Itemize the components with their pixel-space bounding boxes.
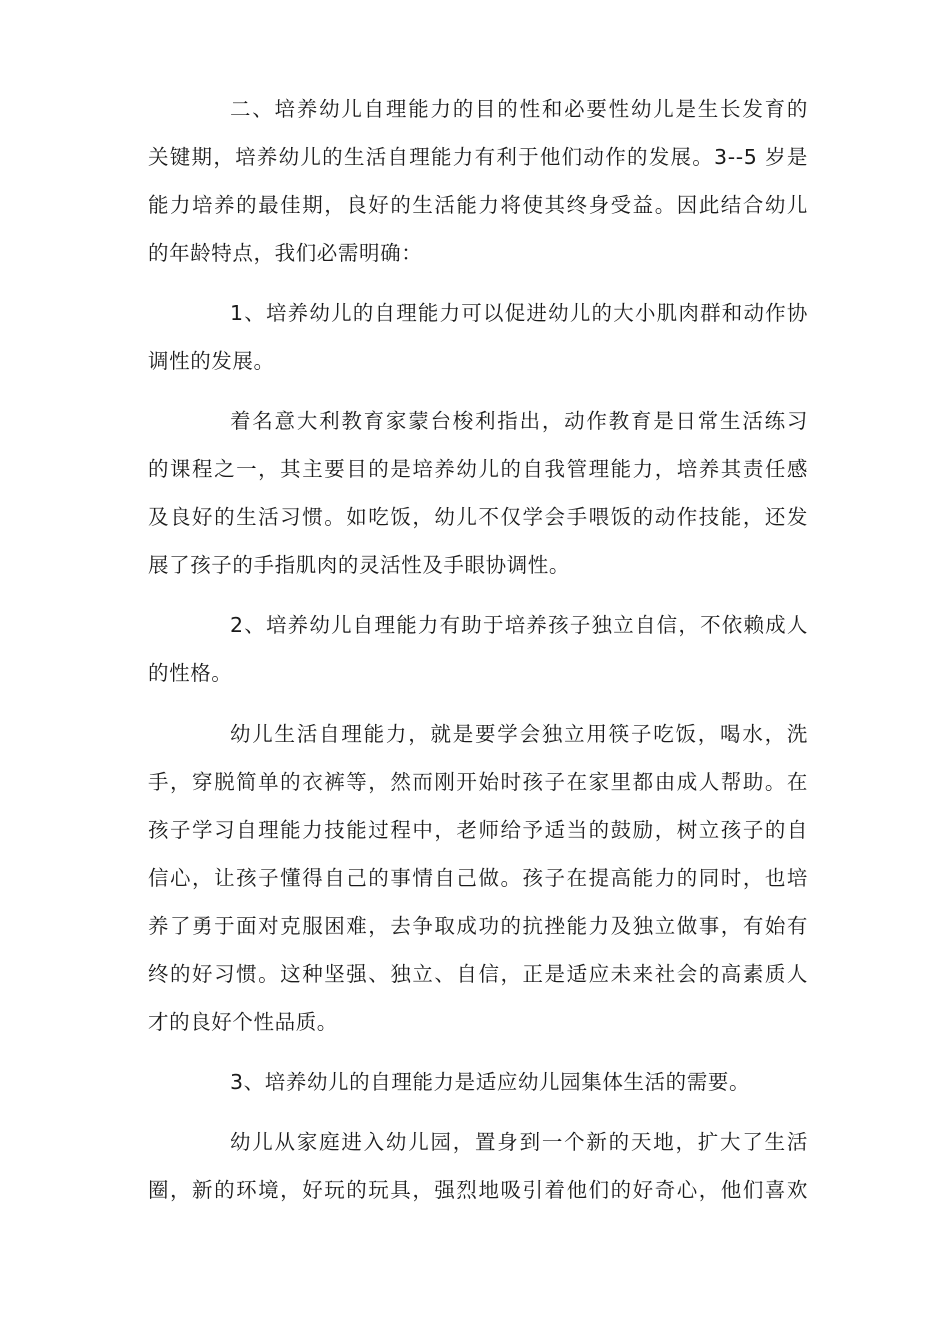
paragraph-1-line-1: 二、培养幼儿自理能力的目的性和必要性幼儿是生长发育的: [230, 97, 808, 121]
paragraph-3-line-2: 的课程之一，其主要目的是培养幼儿的自我管理能力，培养其责任感: [148, 457, 808, 481]
paragraph-5-line-6: 终的好习惯。这种坚强、独立、自信，正是适应未来社会的高素质人: [148, 962, 808, 986]
paragraph-2-line-1: 1、培养幼儿的自理能力可以促进幼儿的大小肌肉群和动作协: [230, 301, 808, 325]
paragraph-4-line-1: 2、培养幼儿自理能力有助于培养孩子独立自信，不依赖成人: [230, 613, 808, 637]
paragraph-5-line-1: 幼儿生活自理能力，就是要学会独立用筷子吃饭，喝水，洗: [230, 722, 808, 746]
paragraph-2-line-2: 调性的发展。: [148, 349, 275, 373]
paragraph-6-line-1: 3、培养幼儿的自理能力是适应幼儿园集体生活的需要。: [230, 1070, 751, 1094]
paragraph-5-line-4: 信心，让孩子懂得自己的事情自己做。孩子在提高能力的同时，也培: [148, 866, 808, 890]
paragraph-5-line-7: 才的良好个性品质。: [148, 1010, 338, 1034]
paragraph-3-line-3: 及良好的生活习惯。如吃饭，幼儿不仅学会手喂饭的动作技能，还发: [148, 505, 808, 529]
paragraph-7-line-1: 幼儿从家庭进入幼儿园，置身到一个新的天地，扩大了生活: [230, 1130, 808, 1154]
paragraph-3-line-1: 着名意大利教育家蒙台梭利指出，动作教育是日常生活练习: [230, 409, 808, 433]
paragraph-1-line-2: 关键期，培养幼儿的生活自理能力有利于他们动作的发展。3--5 岁是: [148, 145, 808, 169]
paragraph-1-line-3: 能力培养的最佳期，良好的生活能力将使其终身受益。因此结合幼儿: [148, 193, 808, 217]
paragraph-7-line-2: 圈，新的环境，好玩的玩具，强烈地吸引着他们的好奇心，他们喜欢: [148, 1178, 808, 1202]
paragraph-1-line-4: 的年龄特点，我们必需明确：: [148, 241, 423, 265]
paragraph-4-line-2: 的性格。: [148, 661, 233, 685]
paragraph-5-line-5: 养了勇于面对克服困难，去争取成功的抗挫能力及独立做事，有始有: [148, 914, 808, 938]
paragraph-5-line-2: 手，穿脱简单的衣裤等，然而刚开始时孩子在家里都由成人帮助。在: [148, 770, 808, 794]
paragraph-3-line-4: 展了孩子的手指肌肉的灵活性及手眼协调性。: [148, 553, 570, 577]
paragraph-5-line-3: 孩子学习自理能力技能过程中，老师给予适当的鼓励，树立孩子的自: [148, 818, 808, 842]
